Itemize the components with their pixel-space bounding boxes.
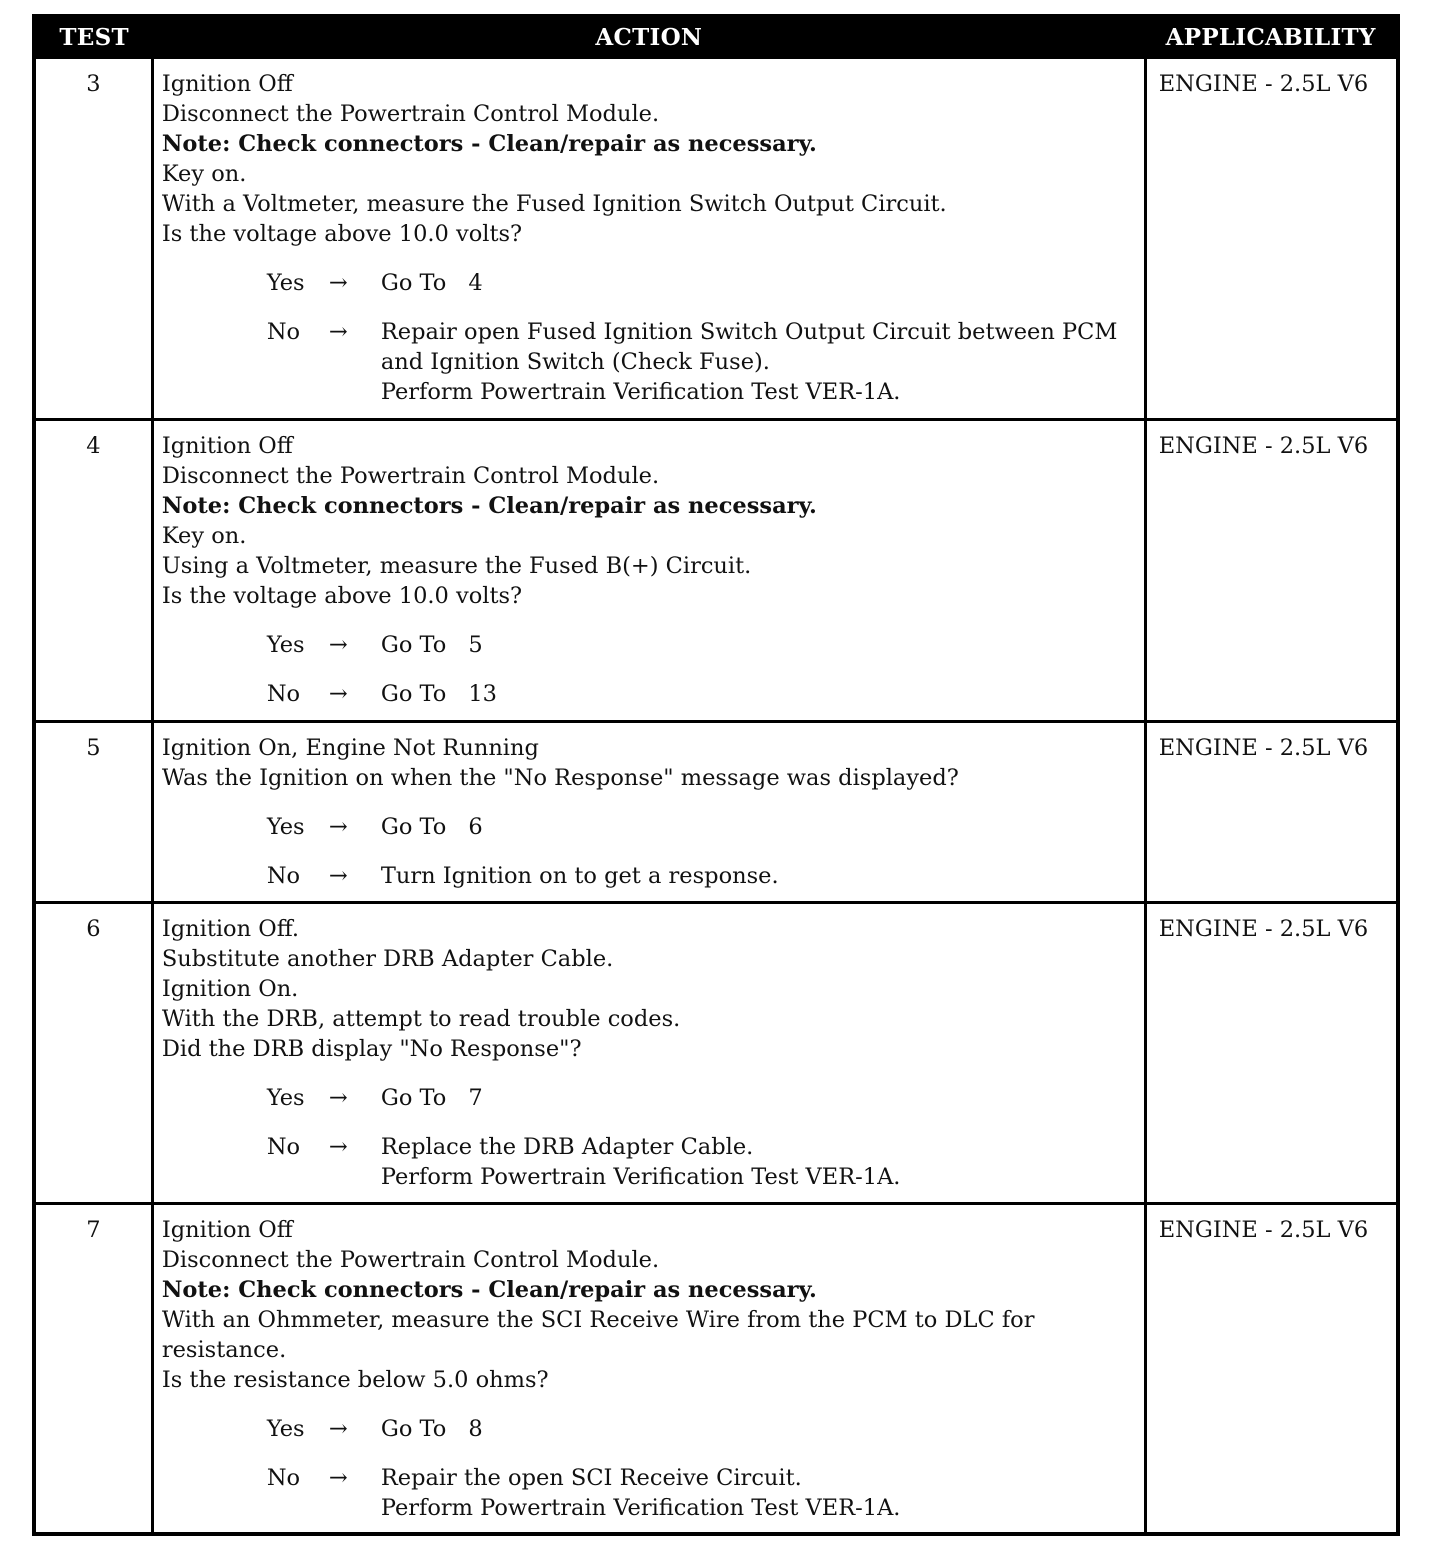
table-row	[34, 420, 1398, 722]
action-cell	[152, 1204, 1145, 1534]
header-action: ACTION	[152, 16, 1145, 58]
action-cell	[152, 722, 1145, 903]
branch-answer: No	[266, 681, 301, 707]
action-line: Disconnect the Powertrain Control Module.	[161, 1247, 660, 1273]
branch-list	[162, 1414, 1136, 1523]
branch-result: Repair the open SCI Receive Circuit.	[380, 1465, 802, 1491]
branch-answer: Yes	[266, 1085, 305, 1111]
goto-label: Go To	[380, 1416, 447, 1442]
branch-no	[267, 679, 1136, 709]
branch-answer: Yes	[266, 270, 305, 296]
action-line: Is the voltage above 10.0 volts?	[161, 221, 523, 247]
action-line: Substitute another DRB Adapter Cable.	[161, 946, 614, 972]
action-line: Key on.	[161, 161, 247, 187]
goto-label: Go To	[380, 1085, 447, 1111]
arrow-icon: →	[328, 863, 348, 889]
action-line: Disconnect the Powertrain Control Module.	[161, 463, 660, 489]
test-number: 6	[34, 903, 152, 1204]
branch-no	[267, 1463, 1136, 1523]
goto-number: 6	[468, 814, 483, 840]
branch-answer: Yes	[266, 632, 305, 658]
goto-number: 8	[468, 1416, 483, 1442]
branch-answer: No	[266, 863, 301, 889]
action-line: Disconnect the Powertrain Control Module.	[161, 101, 660, 127]
applicability-cell: ENGINE - 2.5L V6	[1145, 1204, 1398, 1534]
action-note: Note: Check connectors - Clean/repair as necessary.	[161, 493, 817, 519]
branch-result: Replace the DRB Adapter Cable.	[380, 1134, 754, 1160]
action-line: Ignition Off.	[161, 916, 300, 942]
table-row	[34, 722, 1398, 903]
goto-number: 13	[468, 681, 497, 707]
goto-number: 4	[468, 270, 483, 296]
action-cell	[152, 420, 1145, 722]
branch-result: and Ignition Switch (Check Fuse).	[380, 349, 770, 375]
branch-no	[267, 861, 1136, 891]
branch-answer: Yes	[266, 814, 305, 840]
header-applicability: APPLICABILITY	[1145, 16, 1398, 58]
applicability-cell: ENGINE - 2.5L V6	[1145, 722, 1398, 903]
goto-number: 7	[468, 1085, 483, 1111]
branch-list	[162, 268, 1136, 407]
branch-yes	[267, 630, 1136, 660]
branch-list	[162, 630, 1136, 709]
branch-answer: No	[266, 1134, 301, 1160]
action-line: Key on.	[161, 523, 247, 549]
table-header-row	[34, 16, 1398, 58]
branch-answer: No	[266, 319, 301, 345]
test-number: 4	[34, 420, 152, 722]
branch-answer: No	[266, 1465, 301, 1491]
arrow-icon: →	[328, 270, 348, 296]
action-line: Is the resistance below 5.0 ohms?	[161, 1367, 549, 1393]
branch-result: Turn Ignition on to get a response.	[380, 863, 779, 889]
branch-result: Repair open Fused Ignition Switch Output Circuit between PCM	[380, 319, 1118, 345]
diagnostic-test-table	[32, 14, 1400, 1536]
action-cell	[152, 903, 1145, 1204]
action-line: Using a Voltmeter, measure the Fused B(+) Circuit.	[161, 553, 752, 579]
branch-no	[267, 1132, 1136, 1192]
goto-label: Go To	[380, 270, 447, 296]
action-line: With the DRB, attempt to read trouble codes.	[161, 1006, 681, 1032]
goto-label: Go To	[380, 632, 447, 658]
table-row	[34, 903, 1398, 1204]
branch-result: Perform Powertrain Verification Test VER-1A.	[380, 1164, 901, 1190]
arrow-icon: →	[328, 319, 348, 345]
action-line: With a Voltmeter, measure the Fused Ignition Switch Output Circuit.	[161, 191, 947, 217]
action-line: Did the DRB display "No Response"?	[161, 1036, 582, 1062]
arrow-icon: →	[328, 814, 348, 840]
branch-yes	[267, 1083, 1136, 1113]
action-cell	[152, 58, 1145, 420]
test-number: 5	[34, 722, 152, 903]
action-note: Note: Check connectors - Clean/repair as necessary.	[161, 1277, 817, 1303]
test-number: 7	[34, 1204, 152, 1534]
applicability-cell: ENGINE - 2.5L V6	[1145, 903, 1398, 1204]
action-line: Is the voltage above 10.0 volts?	[161, 583, 523, 609]
goto-number: 5	[468, 632, 483, 658]
action-line: Ignition Off	[161, 433, 293, 459]
header-test: TEST	[34, 16, 152, 58]
test-number: 3	[34, 58, 152, 420]
arrow-icon: →	[328, 1416, 348, 1442]
action-line: Ignition On.	[161, 976, 299, 1002]
arrow-icon: →	[328, 1465, 348, 1491]
action-line: Ignition Off	[161, 1217, 293, 1243]
arrow-icon: →	[328, 1134, 348, 1160]
action-line: Was the Ignition on when the "No Response" message was displayed?	[161, 765, 959, 791]
applicability-cell: ENGINE - 2.5L V6	[1145, 420, 1398, 722]
arrow-icon: →	[328, 681, 348, 707]
table-row	[34, 1204, 1398, 1534]
branch-list	[162, 812, 1136, 891]
arrow-icon: →	[328, 1085, 348, 1111]
goto-label: Go To	[380, 814, 447, 840]
branch-no	[267, 317, 1136, 407]
action-line: Ignition On, Engine Not Running	[161, 735, 539, 761]
applicability-cell: ENGINE - 2.5L V6	[1145, 58, 1398, 420]
action-line: Ignition Off	[161, 71, 293, 97]
action-note: Note: Check connectors - Clean/repair as necessary.	[161, 131, 817, 157]
branch-list	[162, 1083, 1136, 1192]
arrow-icon: →	[328, 632, 348, 658]
branch-yes	[267, 1414, 1136, 1444]
action-line: resistance.	[161, 1337, 287, 1363]
branch-answer: Yes	[266, 1416, 305, 1442]
action-line: With an Ohmmeter, measure the SCI Receive Wire from the PCM to DLC for	[161, 1307, 1035, 1333]
branch-result: Perform Powertrain Verification Test VER-1A.	[380, 1495, 901, 1521]
goto-label: Go To	[380, 681, 447, 707]
branch-yes	[267, 812, 1136, 842]
branch-result: Perform Powertrain Verification Test VER-1A.	[380, 379, 901, 405]
table-row	[34, 58, 1398, 420]
branch-yes	[267, 268, 1136, 298]
